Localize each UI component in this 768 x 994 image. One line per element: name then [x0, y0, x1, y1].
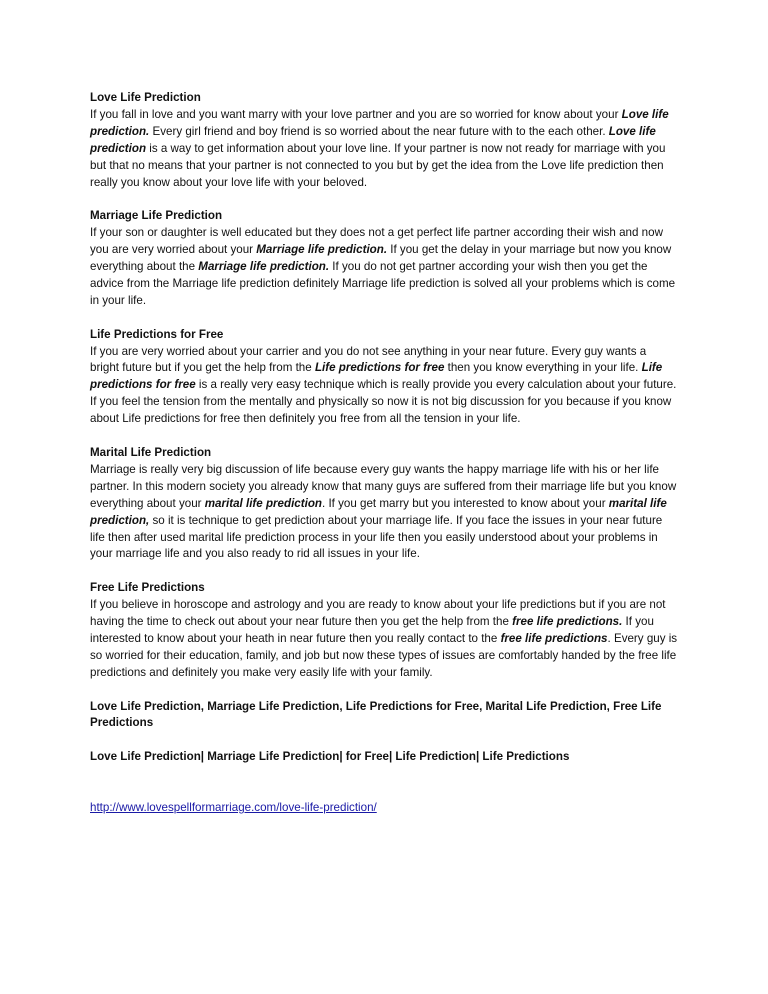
paragraph-text: Marriage is really very big discussion of life because every guy wants the happy marriage life with his or her life partner. In this modern society you already know that many guys are suffered from their marriage life but you know everything about your	[90, 462, 677, 510]
section	[90, 208, 678, 309]
emphasized-keyword: Life predictions for free	[314, 361, 445, 375]
section-heading: Love Life Prediction	[90, 91, 201, 104]
emphasized-keyword: marital life prediction,	[90, 496, 667, 527]
emphasized-keyword: Marriage life prediction.	[256, 243, 388, 257]
paragraph-text: If you fall in love and you want marry with your love partner and you are so worried for know about your	[90, 107, 622, 121]
document-page	[90, 90, 678, 817]
emphasized-keyword: free life predictions	[500, 631, 608, 645]
paragraph-text: If you believe in horoscope and astrology and you are ready to know about your life predictions but if you are not having the time to check out about your near future then you get the help from the	[90, 598, 666, 629]
section-heading: Life Predictions for Free	[90, 327, 224, 341]
section-heading: Marital Life Prediction	[90, 445, 212, 459]
emphasized-keyword: marital life prediction	[204, 496, 322, 510]
paragraph-text: is a really very easy technique which is really provide you every calculation about your future. If you feel the tension from the mentally and physically so now it is not big discussion for you because if you know about Life predictions for free then definitely you free from all the tension in your life.	[90, 378, 677, 426]
section-paragraph	[90, 344, 678, 429]
paragraph-text: If you are very worried about your carrier and you do not see anything in your near future. Every guy wants a bright future but if you get the help from the	[90, 344, 647, 375]
section-heading: Free Life Predictions	[90, 581, 205, 595]
paragraph-text: If your son or daughter is well educated but they does not a get perfect life partner according their wish and now you are very worried about your	[90, 226, 663, 257]
emphasized-keyword: Marriage life prediction.	[198, 260, 330, 274]
paragraph-text: . If you get marry but you interested to know about your	[322, 496, 609, 510]
section-paragraph	[90, 597, 678, 682]
tags-line: Love Life Prediction| Marriage Life Prediction| for Free| Life Prediction| Life Predictions	[90, 750, 570, 764]
section	[90, 90, 678, 191]
emphasized-keyword: Love life prediction.	[90, 107, 669, 138]
section	[90, 445, 678, 563]
emphasized-keyword: free life predictions.	[512, 615, 623, 629]
article-sections	[90, 90, 678, 682]
source-link[interactable]: http://www.lovespellformarriage.com/love-life-prediction/	[90, 800, 377, 814]
section-paragraph	[90, 225, 678, 310]
section	[90, 327, 678, 428]
paragraph-text: Every girl friend and boy friend is so worried about the near future with to the each other.	[149, 124, 609, 138]
section-paragraph	[90, 107, 678, 192]
paragraph-text: If you interested to know about your heath in near future then you really contact to the	[90, 615, 654, 645]
paragraph-text: If you get the delay in your marriage but now you know everything about the	[90, 243, 672, 274]
emphasized-keyword: Life predictions for free	[90, 361, 663, 392]
paragraph-text: so it is technique to get prediction about your marriage life. If you face the issues in your near future life then after used marital life prediction process in your life then you easily understood about your problems in your marriage life and you also ready to rid all issues in your life.	[90, 513, 663, 561]
link-row	[90, 800, 678, 817]
section-paragraph	[90, 462, 678, 563]
paragraph-text: . Every guy is so worried for their education, family, and job but now these types of issues are comfortably handed by the free life predictions and definitely you make very easily life with your family.	[90, 631, 678, 679]
paragraph-text: then you know everything in your life.	[444, 361, 642, 375]
section-heading: Marriage Life Prediction	[90, 209, 223, 223]
paragraph-text: is a way to get information about your love line. If your partner is now not ready for marriage with you but that no means that your partner is not connected to you but by get the idea from the Love life prediction then really you know about your love life with your beloved.	[90, 141, 666, 189]
section	[90, 580, 678, 681]
keywords-line: Love Life Prediction, Marriage Life Prediction, Life Predictions for Free, Marital Life Prediction, Free Life Predictions	[90, 699, 662, 730]
emphasized-keyword: Love life prediction	[90, 124, 656, 155]
paragraph-text: If you do not get partner according your wish then you get the advice from the Marriage life prediction definitely Marriage life prediction is solved all your problems which is come in your life.	[90, 260, 676, 307]
